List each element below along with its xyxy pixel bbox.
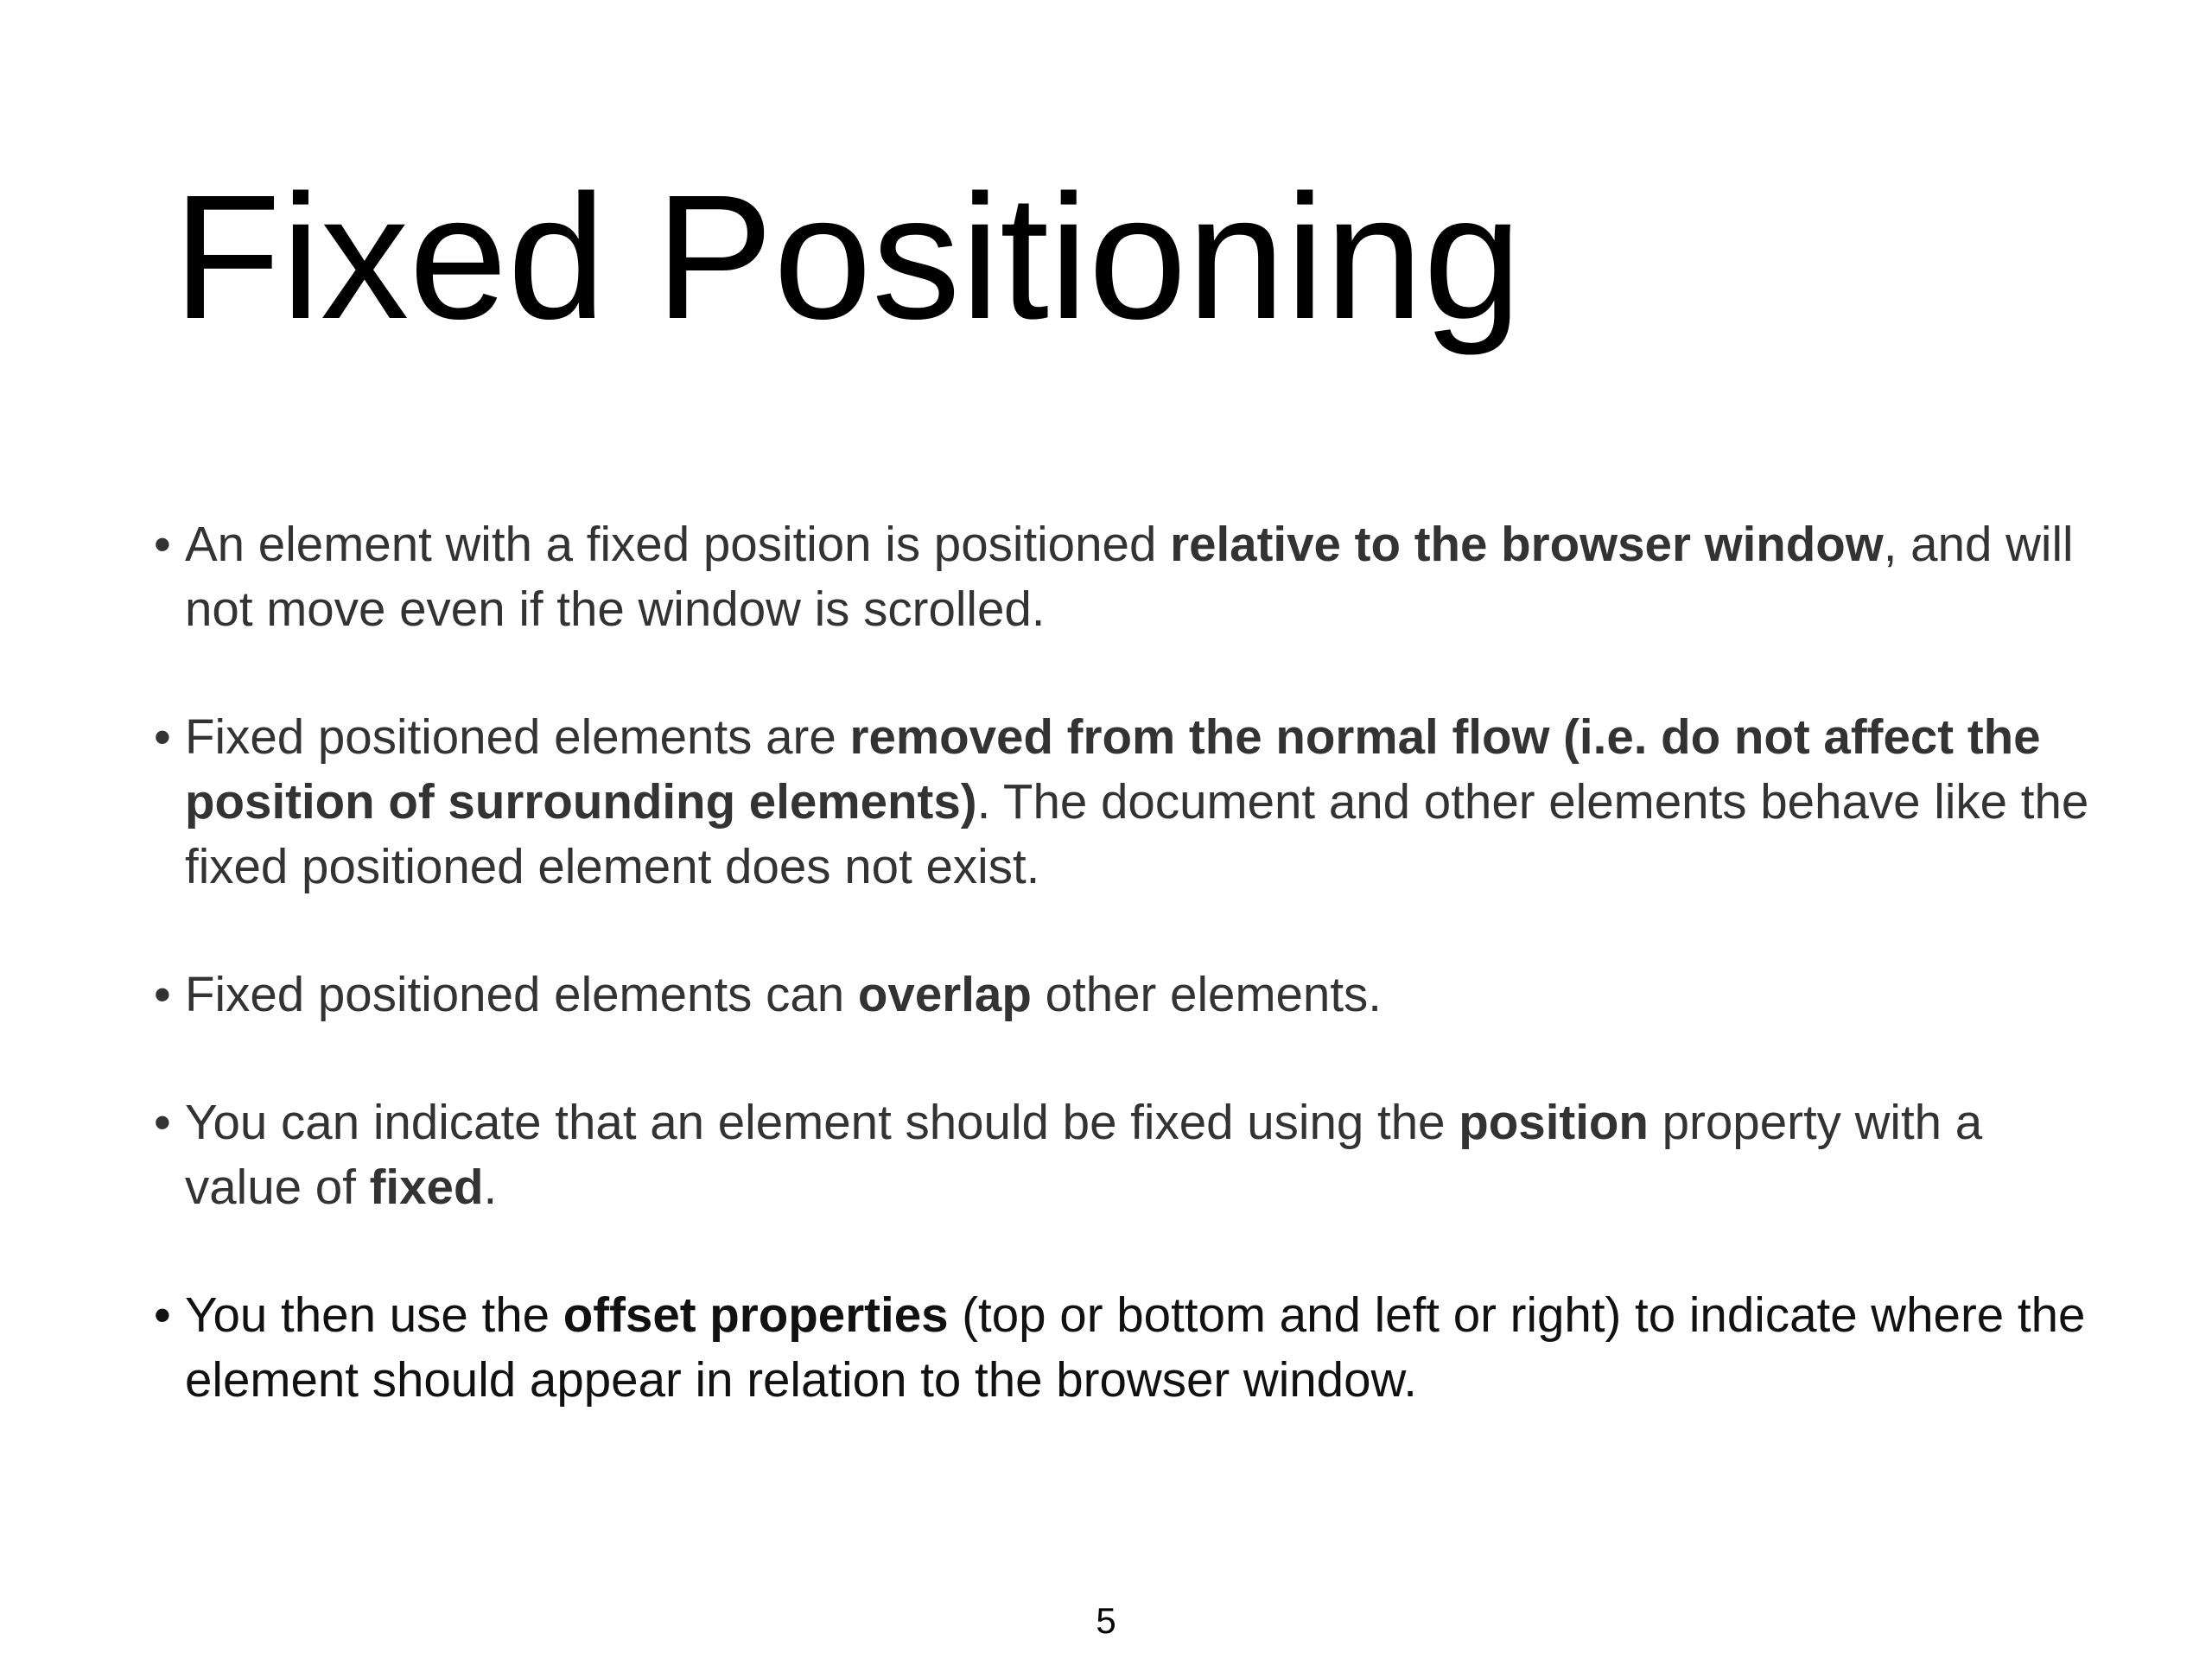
- bullet-emphasis: fixed: [369, 1160, 484, 1214]
- bullet-item-position-property: [154, 1090, 2089, 1219]
- bullet-text: (top or bottom and left or right) to indicate where the element should appear in relation to the browser window.: [185, 1287, 2086, 1407]
- bullet-list: [154, 512, 2089, 1412]
- bullet-emphasis: position: [1459, 1095, 1649, 1149]
- bullet-text: Fixed positioned elements are: [185, 709, 850, 764]
- bullet-dot: •: [154, 1095, 171, 1149]
- bullet-text: An element with a fixed position is positioned: [185, 517, 1171, 571]
- bullet-text: other elements.: [1031, 967, 1382, 1021]
- bullet-dot: •: [154, 517, 171, 571]
- bullet-emphasis: relative to the browser window: [1170, 517, 1884, 571]
- bullet-dot: •: [154, 967, 171, 1021]
- bullet-text: . The document and other elements behave like the fixed positioned element does not exist.: [185, 774, 2089, 893]
- slide-title: Fixed Positioning: [173, 158, 1522, 356]
- bullet-dot: •: [154, 709, 171, 764]
- bullet-emphasis: overlap: [857, 967, 1032, 1021]
- bullet-item-overlap: [154, 962, 2089, 1027]
- bullet-item-fixed-relative: [154, 512, 2089, 641]
- bullet-text: , and will not move even if the window is scrolled.: [185, 517, 2074, 636]
- bullet-text: .: [483, 1160, 498, 1214]
- bullet-text: You can indicate that an element should be fixed using the: [185, 1095, 1459, 1149]
- bullet-item-offset-properties: [154, 1282, 2089, 1412]
- bullet-emphasis: offset properties: [563, 1287, 949, 1342]
- bullet-text: Fixed positioned elements can: [185, 967, 858, 1021]
- bullet-text: You then use the: [185, 1287, 563, 1342]
- bullet-text: property with a value of: [185, 1095, 1983, 1214]
- bullet-dot: •: [154, 1287, 171, 1342]
- page-number: 5: [1096, 1600, 1116, 1641]
- bullet-item-removed-from-flow: [154, 704, 2089, 899]
- bullet-emphasis: removed from the normal flow (i.e. do not affect the position of surrounding elements): [185, 709, 2041, 829]
